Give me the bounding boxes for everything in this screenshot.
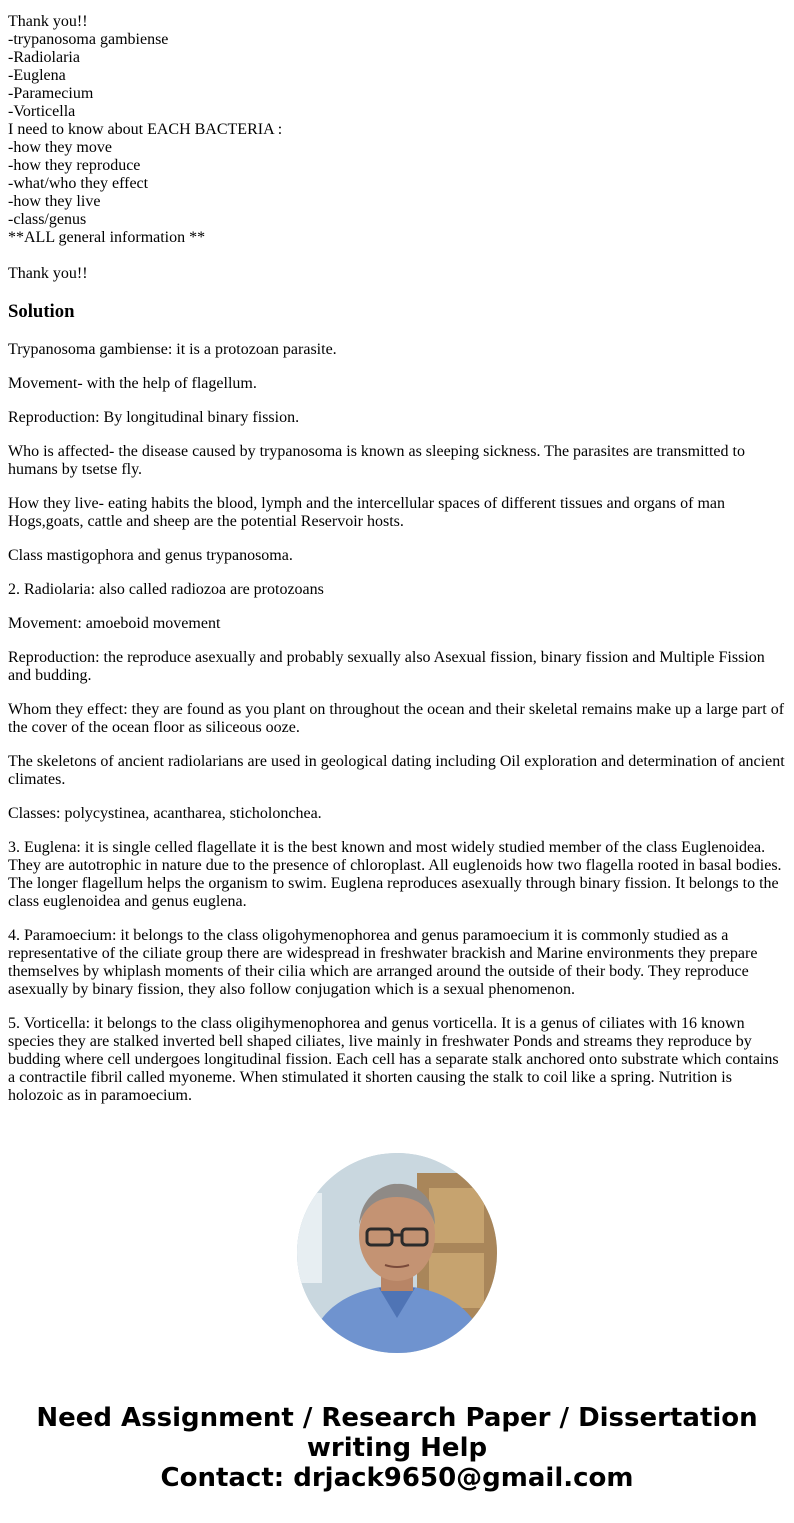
question-line: -Paramecium [8, 85, 94, 102]
solution-paragraph: 3. Euglena: it is single celled flagellate it is the best known and most widely studied member of the class Euglenoidea. They are autotrophic in nature due to the presence of chloroplast. All euglenoids how two flagella rooted in basal bodies. The longer flagellum helps the organism to swim. Euglena reproduces asexually through binary fission. It belongs to the class euglenoidea and genus euglena. [8, 839, 782, 910]
cta-line: writing Help [306, 1433, 488, 1463]
solution-paragraph: Reproduction: the reproduce asexually and probably sexually also Asexual fission, binary fission and Multiple Fission and budding. [8, 649, 765, 684]
question-line: -how they live [8, 193, 101, 210]
question-line: -Vorticella [8, 103, 76, 120]
question-line: -Radiolaria [8, 49, 80, 66]
solution-paragraph: How they live- eating habits the blood, lymph and the intercellular spaces of different tissues and organs of man Hogs,goats, cattle and sheep are the potential Reservoir hosts. [8, 495, 725, 530]
solution-paragraph: Movement- with the help of flagellum. [8, 375, 257, 392]
solution-paragraph: Movement: amoeboid movement [8, 615, 221, 632]
question-line: -trypanosoma gambiense [8, 31, 169, 48]
question-line: I need to know about EACH BACTERIA : [8, 121, 283, 138]
question-line: -Euglena [8, 67, 66, 84]
question-line: -how they reproduce [8, 157, 141, 174]
author-portrait-icon [297, 1153, 497, 1353]
author-avatar [297, 1153, 497, 1353]
contact-email: Contact: drjack9650@gmail.com [160, 1463, 634, 1493]
assignment-help-banner [0, 1403, 794, 1493]
solution-paragraph: 2. Radiolaria: also called radiozoa are protozoans [8, 581, 324, 598]
solution-heading: Solution [8, 301, 75, 322]
question-line: Thank you!! [8, 13, 88, 30]
solution-paragraph: Reproduction: By longitudinal binary fission. [8, 409, 300, 426]
solution-paragraph: Class mastigophora and genus trypanosoma. [8, 547, 293, 564]
solution-body [8, 341, 788, 1105]
solution-paragraph: Classes: polycystinea, acantharea, sticholonchea. [8, 805, 322, 822]
solution-paragraph: 4. Paramoecium: it belongs to the class oligohymenophorea and genus paramoecium it is commonly studied as a representative of the ciliate group there are widespread in freshwater brackish and Marine environments they prepare themselves by whiplash moments of their cilia which are arranged around the outside of their body. They reproduce asexually by binary fission, they also follow conjugation which is a sexual phenomenon. [8, 927, 758, 998]
question-line: -class/genus [8, 211, 87, 228]
cta-line: Need Assignment / Research Paper / Dissertation [36, 1403, 758, 1433]
question-closing: Thank you!! [8, 265, 88, 282]
solution-paragraph: The skeletons of ancient radiolarians are used in geological dating including Oil exploration and determination of ancient climates. [8, 753, 785, 788]
solution-paragraph: Who is affected- the disease caused by trypanosoma is known as sleeping sickness. The parasites are transmitted to humans by tsetse fly. [8, 443, 745, 478]
solution-paragraph: Whom they effect: they are found as you plant on throughout the ocean and their skeletal remains make up a large part of the cover of the ocean floor as siliceous ooze. [8, 701, 785, 736]
solution-paragraph: Trypanosoma gambiense: it is a protozoan parasite. [8, 341, 337, 358]
question-block [8, 13, 788, 283]
question-line: -how they move [8, 139, 112, 156]
question-line: -what/who they effect [8, 175, 149, 192]
question-and-answer [8, 13, 788, 1121]
solution-paragraph: 5. Vorticella: it belongs to the class oligihymenophorea and genus vorticella. It is a genus of ciliates with 16 known species they are stalked inverted bell shaped ciliates, live mainly in freshwater Ponds and streams they reproduce by budding where cell undergoes longitudinal fission. Each cell has a separate stalk anchored onto substrate which contains a contractile fibril called myoneme. When stimulated it shorten causing the stalk to coil like a spring. Nutrition is holozoic as in paramoecium. [8, 1015, 779, 1104]
question-line: **ALL general information ** [8, 229, 206, 246]
